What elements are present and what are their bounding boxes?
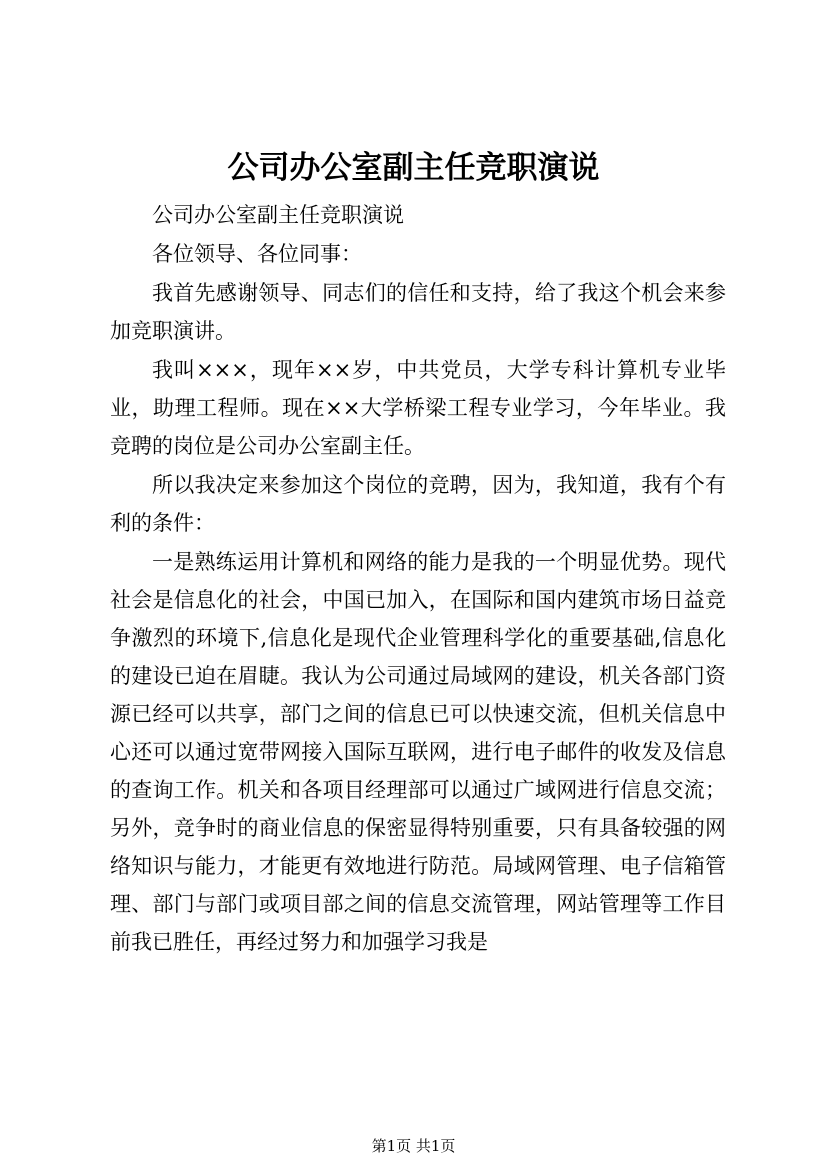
paragraph-thanks: 我首先感谢领导、同志们的信任和支持，给了我这个机会来参加竞职演讲。 — [110, 281, 726, 343]
paragraph-reason: 所以我决定来参加这个岗位的竞聘，因为，我知道，我有个有利的条件： — [110, 473, 726, 535]
paragraph-salutation: 各位领导、各位同事： — [152, 242, 362, 266]
document-body — [110, 196, 726, 961]
paragraph-advantage-one: 一是熟练运用计算机和网络的能力是我的一个明显优势。现代社会是信息化的社会，中国已加入，在国际和国内建筑市场日益竞争激烈的环境下,信息化是现代企业管理科学化的重要基础,信息化的建设已迫在眉睫。我认为公司通过局域网的建设，机关各部门资源已经可以共享，部门之间的信息已可以快速交流，但机关信息中心还可以通过宽带网接入国际互联网，进行电子邮件的收发及信息的查询工作。机关和各项目经理部可以通过广域网进行信息交流；另外，竞争时的商业信息的保密显得特别重要，只有具备较强的网络知识与能力，才能更有效地进行防范。局域网管理、电子信箱管理、部门与部门或项目部之间的信息交流管理，网站管理等工作目前我已胜任，再经过努力和加强学习我是 — [110, 550, 726, 954]
document-title: 公司办公室副主任竞职演说 — [227, 150, 600, 186]
paragraph-introduction: 我叫×××，现年××岁，中共党员，大学专科计算机专业毕业，助理工程师。现在××大学桥梁工程专业学习，今年毕业。我竞聘的岗位是公司办公室副主任。 — [110, 358, 726, 458]
page-footer: 第1页 共1页 — [371, 1137, 456, 1155]
paragraph-subtitle: 公司办公室副主任竞职演说 — [152, 203, 404, 227]
